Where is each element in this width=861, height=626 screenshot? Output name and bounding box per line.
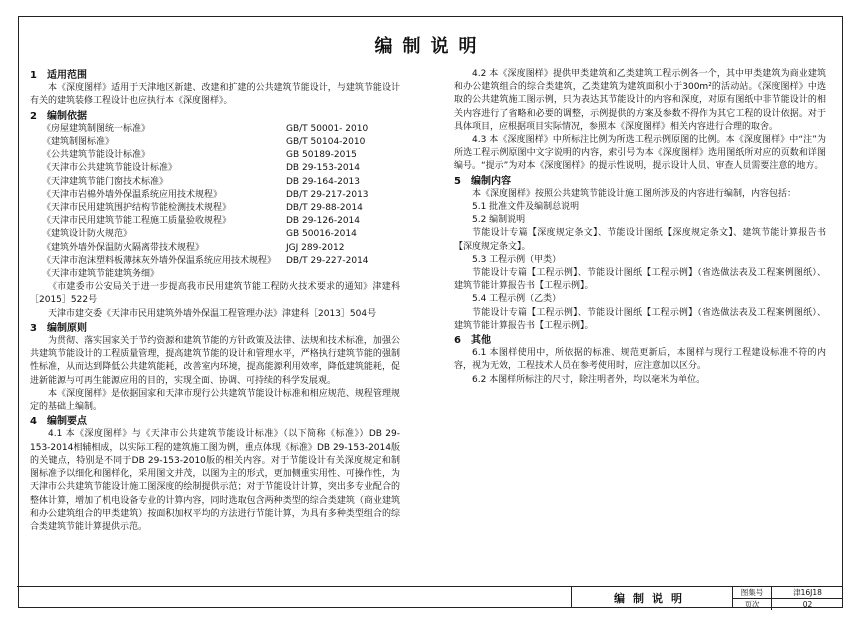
standard-item — [42, 149, 400, 162]
standard-code: DB 29-153-2014 — [286, 163, 360, 174]
standard-item — [42, 176, 400, 189]
standards-list — [42, 123, 400, 281]
standard-name: 《天津市民用建筑节能工程施工质量验收规程》 — [42, 216, 232, 227]
notice-text: 《市建委市公安局关于进一步提高我市民用建筑节能工程防火技术要求的通知》津建科［2015］522号 — [30, 282, 400, 306]
standard-name: 《天津市岩棉外墙外保温系统应用技术规程》 — [42, 189, 223, 200]
section-5-heading: 5 编制内容 — [454, 175, 511, 187]
standard-name: 《建筑外墙外保温防火隔离带技术规程》 — [42, 242, 205, 253]
section-6-item: 6.1 本图样使用中，所依据的标准、规范更新后，本图样与现行工程建设标准不符的内容，视为无效，工程技术人员在参考使用时，应注意加以区分。 — [454, 348, 826, 372]
section-5-item: 5.4 工程示例（乙类） — [472, 294, 562, 305]
title-block-info — [732, 587, 843, 608]
section-1-heading: 1 适用范围 — [30, 70, 87, 81]
standard-name: 《天津市民用建筑围护结构节能检测技术规程》 — [42, 203, 232, 214]
standard-item — [42, 268, 400, 281]
page-row — [733, 598, 843, 610]
section-6-item: 6.2 本图样所标注的尺寸，除注明者外，均以毫米为单位。 — [472, 374, 706, 385]
section-5-detail: 节能设计专篇【工程示例】、节能设计图纸【工程示例】（省选做法表及工程案例图纸）、建筑节能计算报告书【工程示例】。 — [454, 268, 826, 292]
page-label: 页次 — [733, 599, 772, 610]
standard-name: 《天津建筑节能门窗技术标准》 — [42, 176, 169, 187]
standard-code: DB/T 29-217-2013 — [286, 189, 369, 200]
atlas-row — [733, 587, 843, 598]
standard-item — [42, 189, 400, 202]
title-block-spacer — [17, 587, 571, 608]
standard-item — [42, 123, 400, 136]
standard-name: 《天津市公共建筑节能设计标准》 — [42, 163, 178, 174]
standard-code: JGJ 289-2012 — [286, 242, 345, 253]
section-5-item: 5.3 工程示例（甲类） — [472, 254, 562, 265]
standard-code: DB/T 29-88-2014 — [286, 203, 363, 214]
section-1-text: 本《深度图样》适用于天津地区新建、改建和扩建的公共建筑节能设计，与建筑节能设计有关的建筑装修工程设计也应执行本《深度图样》。 — [30, 83, 400, 107]
section-5-intro: 本《深度图样》按照公共建筑节能设计施工图所涉及的内容进行编制，内容包括： — [472, 188, 797, 199]
standard-code: DB/T 29-227-2014 — [286, 255, 369, 266]
section-4-paragraph: 4.2 本《深度图样》提供甲类建筑和乙类建筑工程示例各一个，其中甲类建筑为商业建筑和办公建筑组合的综合类建筑，乙类建筑为建筑面积小于300m²的活动站。《深度图样》中选取的公共建筑施工图示例，只为表达其节能设计的内容和深度，对原有图纸中非节能设计的相关内容进行了省略和必要的调整，示例提供的方案及参数不得作为其它工程的设计依据。对于具体项目，应根据项目实际情况，参照本《深度图样》相关内容进行合理的取舍。 — [454, 69, 826, 132]
standard-code: GB/T 50001- 2010 — [286, 123, 369, 134]
standard-name: 《建筑设计防火规范》 — [42, 229, 133, 240]
section-3-paragraph: 为贯彻、落实国家关于节约资源和建筑节能的方针政策及法律、法规和技术标准，加强公共建筑节能设计的工程质量管理，提高建筑节能的设计和管理水平，严格执行建筑节能的强制性标准，从而达到降低公共建筑能耗，改善室内环境，提高能源利用效率，降低建筑能耗，促进新能源与可再生能源应用的目的，实现全面、协调、可持续的科学发展观。 — [30, 336, 400, 386]
section-6-heading: 6 其他 — [454, 335, 491, 347]
standard-code: GB/T 50104-2010 — [286, 137, 366, 148]
standard-item — [42, 202, 400, 215]
page-title: 编制说明 — [374, 36, 487, 57]
standard-code: GB 50016-2014 — [286, 229, 357, 240]
title-block-name: 编制说明 — [571, 587, 732, 608]
section-5-item: 5.1 批准文件及编制总说明 — [472, 202, 580, 213]
section-5-detail: 节能设计专篇【深度规定条文】、节能设计图纸【深度规定条文】、建筑节能计算报告书【深度规定条文】。 — [454, 228, 826, 252]
atlas-label: 图集号 — [733, 587, 772, 598]
standard-name: 《房屋建筑制图统一标准》 — [42, 123, 151, 134]
standard-code: DB 29-126-2014 — [286, 216, 360, 227]
section-3-paragraph: 本《深度图样》是依据国家和天津市现行公共建筑节能设计标准和相应规范、规程管理规定的基础上编制。 — [30, 388, 400, 413]
section-5-detail: 节能设计专篇【工程示例】、节能设计图纸【工程示例】（省选做法表及工程案例图纸）、建筑节能计算报告书【工程示例】。 — [454, 307, 826, 331]
section-4-heading: 4 编制要点 — [30, 416, 87, 428]
standard-code: DB 29-164-2013 — [286, 176, 360, 187]
standard-code — [286, 268, 396, 281]
standard-name: 《公共建筑节能设计标准》 — [42, 150, 151, 161]
atlas-value: 津16J18 — [793, 588, 822, 597]
standard-item — [42, 228, 400, 241]
page-value: 02 — [802, 600, 813, 609]
standard-item — [42, 215, 400, 228]
standard-item — [42, 242, 400, 255]
section-3-heading: 3 编制原则 — [30, 322, 87, 334]
standard-item — [42, 255, 400, 268]
standard-name: 《天津市建筑节能建筑务细》 — [42, 269, 160, 280]
section-4-paragraph: 4.3 本《深度图样》中所标注比例为所选工程示例原图的比例。本《深度图样》中“注”为所选工程示例原图中文字说明的内容，索引号为本《深度图样》选用图纸所对应的页数和详图编号。“提示”为对本《深度图样》的提示性说明，提示设计人员、审查人员需要注意的地方。 — [454, 135, 826, 172]
right-column — [454, 68, 826, 387]
standard-item — [42, 136, 400, 149]
standard-item — [42, 162, 400, 175]
standard-name: 《天津市泡沫塑料板薄抹灰外墙外保温系统应用技术规程》 — [42, 255, 277, 266]
section-2-heading: 2 编制依据 — [30, 110, 87, 122]
section-4-paragraph: 4.1 本《深度图样》与《天津市公共建筑节能设计标准》（以下简称《标准》）DB 29-153-2014相辅相成，以实际工程的建筑施工图为例，重点体现《标准》DB 29-153-2014版的关键点，特别是不同于DB 29-153-2010版的相关内容。对于节能设计有关深度规定和制图标准予以细化和图样化，采用图文并茂，以图为主的形式，更加侧重实用性、可操作性，为天津市公共建筑节能设计施工图深度的绘制提供示范；对于节能设计计算，突出多专业配合的整体计算，增加了机电设备专业的计算内容，同时选取包含两种类型的综合类建筑（商业建筑和办公建筑组合的甲类建筑）按面积加权平均的方法进行节能计算，为具有多种类型组合的综合类建筑节能计算提供示范。 — [30, 429, 400, 532]
notice-text: 天津市建交委《天津市民用建筑外墙外保温工程管理办法》津建科［2013］504号 — [48, 308, 377, 319]
section-5-item: 5.2 编制说明 — [472, 215, 526, 226]
left-column — [30, 68, 400, 534]
standard-code: GB 50189-2015 — [286, 150, 357, 161]
standard-name: 《建筑制图标准》 — [42, 137, 115, 148]
title-block — [17, 586, 843, 608]
